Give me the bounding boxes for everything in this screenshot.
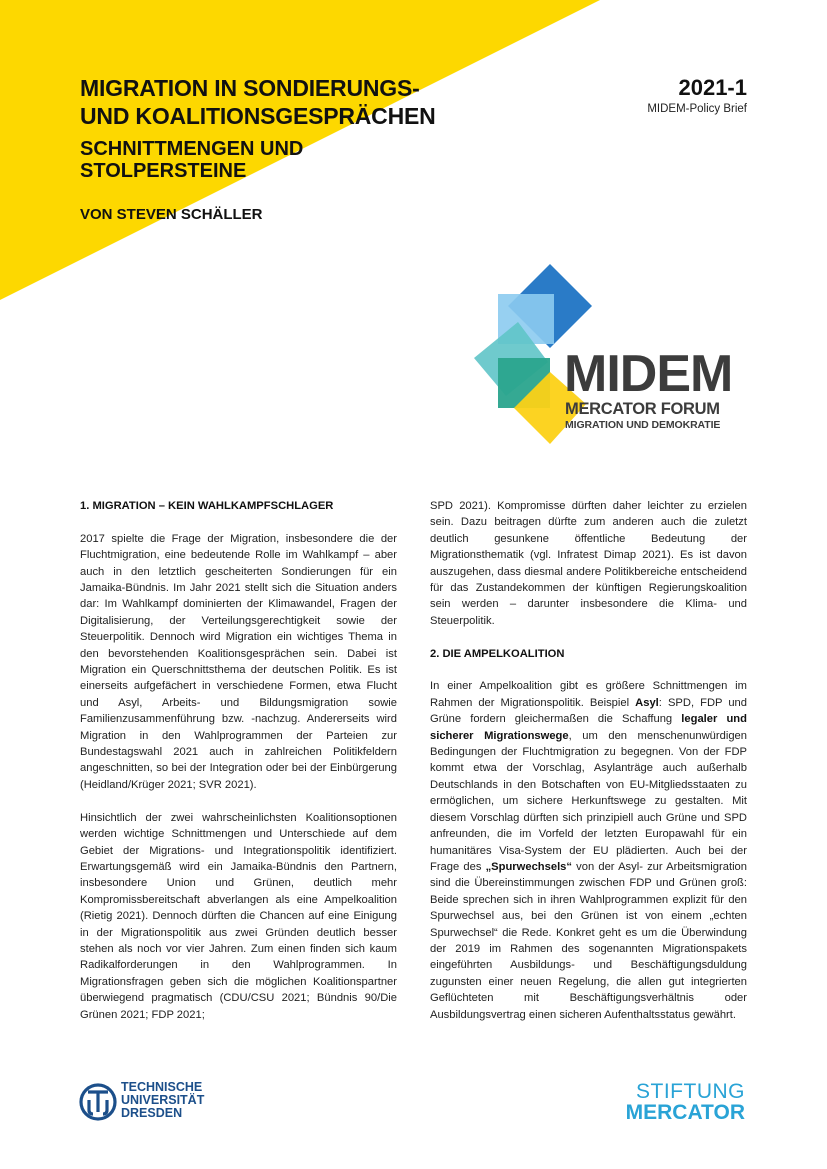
section-1-paragraph-1: 2017 spielte die Frage der Migration, insbesondere die der Fluchtmigration, eine bedeutende Rolle im Wahlkampf – aber auch in den letztlich gescheiterten Sondierungen für ein Jamaika-Bündnis. Im Jahr 2021 stellt sich die Situation anders dar: Im Wahlkampf dominierten der Klimawandel, Fragen der Digitalisierung, der Verteilungsgerechtigkeit sowie der Steuerpolitik. Dennoch wird Migration ein wichtiges Thema in den bevorstehenden Koalitionsgesprächen sein. Dabei ist Migration ein Querschnittsthema der deutschen Politik. Es ist einerseits aufgefächert in verschiedene Formen, etwa Flucht und Asyl, Arbeits- und Bildungsmigration sowie Familienzusammenführung bzw. -nachzug. Andererseits wird Migration in den Wahlprogrammen der Parteien zur Bundestagswahl 2021 auch in zahlreichen Politikfeldern angeschnitten, so bei der Integration oder bei der Einbürgerung (Heidland/Krüger 2021; SVR 2021). — [80, 532, 397, 791]
midem-logo-subtitle: MIGRATION UND DEMOKRATIE — [565, 419, 721, 431]
section-2-heading: 2. DIE AMPELKOALITION — [430, 647, 565, 660]
s2-text-e: , um den menschenunwürdigen Bedingungen der Fluchtmigration zu begegnen. Von der FDP kommt etwa der Vorschlag, Asylanträge auch außerhalb Deutschlands in den Botschaften von EU-Mitgliedsstaaten zu ermöglichen, um sichere Herkunftswege zu gestalten. Mit diesem Vorschlag dürften sich prinzipiell auch Grüne und SPD anfreunden, die im Vorfeld der letzten Europawahl für ein humanitäres Visa-System der EU plädierten. Auch bei der Frage des — [430, 729, 748, 873]
s2-bold-spurwechsel: „Spurwechsels“ — [485, 860, 573, 873]
s2-text-c: : SPD, FDP und Grüne fordern gleichermaßen die Schaffung — [430, 696, 747, 726]
tu-dresden-name — [121, 1081, 204, 1120]
body-columns — [80, 498, 747, 1050]
main-title-line-1: MIGRATION IN SONDIERUNGS- — [80, 75, 420, 101]
s2-text-a: In einer Ampelkoalition gibt es größere Schnittmengen im Rahmen der Migrationspolitik. Beispiel — [430, 680, 747, 709]
subtitle-line-2: STOLPERSTEINE — [80, 160, 247, 182]
issue-info — [647, 76, 747, 116]
section-1-paragraph-2: Hinsichtlich der zwei wahrscheinlichsten Koalitionsoptionen werden wichtige Schnittmengen und Unterschiede auf dem Gebiet der Migrations- und Integrationspolitik identifiziert. Erwartungsgemäß wird ein Jamaika-Bündnis den Partnern, insbesondere Union und Grünen, deutlich mehr Kompromissbereitschaft abverlangen als eine Ampelkoalition (Rietig 2021). Dennoch dürften die Chancen auf eine Einigung in der Migrationspolitik aus zwei Gründen deutlich besser stehen als noch vor vier Jahren. Zum einen finden sich kaum Radikalforderungen in den Wahlprogrammen. In Migrationsfragen geben sich die möglichen Koalitionspartner überwiegend pragmatisch (CDU/CSU 2021; Bündnis 90/Die Grünen 2021; FDP 2021; — [80, 811, 397, 1021]
section-1-heading: 1. MIGRATION – KEIN WAHLKAMPFSCHLAGER — [80, 500, 334, 512]
subtitle-line-1: SCHNITTMENGEN UND — [80, 138, 304, 160]
mercator-word: MERCATOR — [625, 1101, 745, 1124]
author-line: VON STEVEN SCHÄLLER — [80, 206, 263, 223]
tud-line-3: DRESDEN — [121, 1106, 183, 1120]
midem-logo-word: MIDEM — [564, 345, 733, 403]
issue-number: 2021-1 — [678, 75, 747, 100]
section-1-paragraph-3: SPD 2021). Kompromisse dürften daher leichter zu erzielen sein. Dazu beitragen dürfte zum anderen auch die zuletzt deutlich gesunkene öffentliche Bedeutung der Migrationsthematik (vgl. Infratest Dimap 2021). Es ist davon auszugehen, dass diesmal andere Politikbereiche entscheidend für das Zustandekommen der künftigen Regierungskoalition sein werden – darunter insbesondere die Klima- und Steuerpolitik. — [430, 500, 747, 627]
right-column — [430, 498, 747, 1050]
issue-series: MIDEM-Policy Brief — [647, 103, 747, 115]
tud-line-1: TECHNISCHE — [121, 1080, 203, 1094]
stiftung-word: STIFTUNG — [636, 1080, 745, 1103]
s2-text-g: von der Asyl- zur Arbeitsmigration sind die Übereinstimmungen zwischen FDP und Grünen groß: Beide sprechen sich in ihren Wahlprogrammen explizit für den Spurwechsel aus, bei den Grünen ist von einem „echten Spurwechsel“ die Rede. Konkret geht es um die Überwindung der 2019 im Rahmen des sogenannten Migrationspakets eingeführten Ausbildungs- und Beschäftigungsduldung zugunsten einer neuen Regelung, die allen gut integrierten Geflüchteten mit Beschäftigungsverhältnis oder Ausbildungsvertrag einen sicheren Aufenthaltsstatus gewährt. — [430, 860, 747, 1021]
stiftung-mercator-logo — [605, 1081, 745, 1124]
section-2-paragraph-1 — [430, 678, 747, 1023]
midem-logo-forum: MERCATOR FORUM — [565, 400, 720, 418]
main-title — [80, 74, 540, 130]
tud-line-2: UNIVERSITÄT — [121, 1093, 205, 1107]
left-column — [80, 498, 397, 1050]
s2-bold-migrationswege: legaler und sicherer Migrationswege — [430, 713, 747, 742]
title-block — [80, 74, 540, 224]
main-title-line-2: UND KOALITIONSGESPRÄCHEN — [80, 103, 436, 129]
s2-bold-asyl: Asyl — [635, 696, 659, 709]
subtitle — [80, 138, 540, 182]
